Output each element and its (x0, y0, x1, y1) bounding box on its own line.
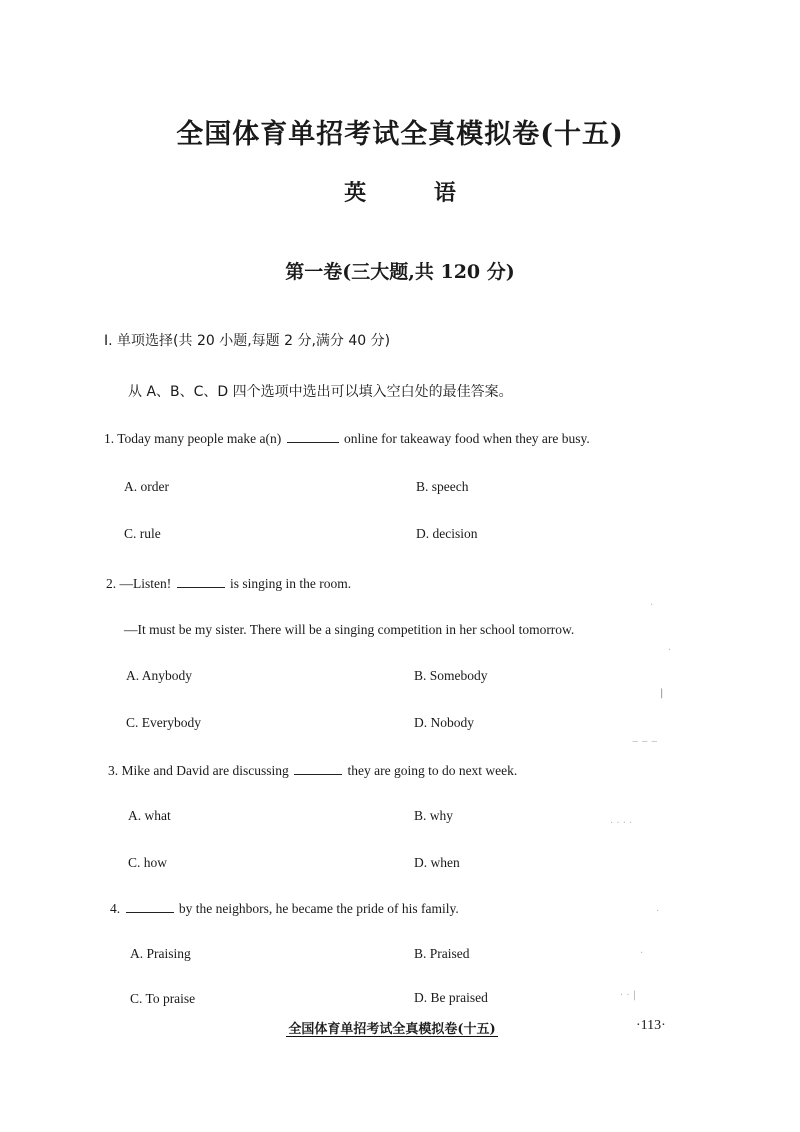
answer-blank (126, 900, 174, 913)
option-2c: C. Everybody (126, 715, 201, 730)
option-4a: A. Praising (130, 946, 191, 961)
option-1c: C. rule (124, 526, 161, 541)
option-2a: A. Anybody (126, 668, 193, 683)
option-3a: A. what (128, 808, 171, 823)
question-2-reply: —It must be my sister. There will be a singing competition in her school tomorrow. (124, 622, 575, 637)
scan-smudge: | (660, 688, 664, 699)
question-text: they are going to do next week. (347, 763, 518, 778)
question-text: online for takeaway food when they are busy. (344, 431, 590, 446)
option-3c: C. how (128, 855, 168, 870)
question-text: is singing in the room. (230, 576, 352, 591)
option-3b: B. why (414, 808, 454, 823)
option-2d: D. Nobody (414, 715, 474, 730)
footer-underline (286, 1036, 498, 1037)
question-text: 1. Today many people make a(n) (104, 431, 282, 446)
question-text: 2. —Listen! (106, 576, 172, 591)
scan-smudge: · · | (620, 990, 637, 1001)
footer-title: 全国体育单招考试全真模拟卷(十五) (288, 1022, 496, 1037)
exam-title: 全国体育单招考试全真模拟卷(十五) (176, 119, 624, 150)
answer-blank (287, 430, 339, 443)
question-text: 4. (110, 901, 121, 916)
option-1b: B. speech (416, 479, 469, 494)
question-text: by the neighbors, he became the pride of his family. (178, 901, 459, 916)
option-4c: C. To praise (130, 991, 196, 1006)
question-text: 3. Mike and David are discussing (108, 763, 289, 778)
answer-blank (177, 575, 225, 588)
scan-smudge: · (656, 906, 660, 917)
part-heading: 第一卷(三大题,共 120 分) (285, 261, 515, 283)
answer-blank (294, 762, 342, 775)
question-4 (110, 900, 459, 917)
scan-smudge: ‒ ‒ ‒ (632, 736, 658, 747)
page-number: ·113· (636, 1018, 666, 1033)
scan-smudge: · (650, 600, 654, 611)
scan-smudge: · (668, 645, 672, 656)
option-1d: D. decision (416, 526, 478, 541)
subject-title: 英 语 (344, 180, 486, 206)
option-4d: D. Be praised (414, 990, 488, 1005)
question-1 (104, 430, 590, 447)
option-4b: B. Praised (414, 946, 470, 961)
section-heading: Ⅰ. 单项选择(共 20 小题,每题 2 分,满分 40 分) (104, 333, 391, 349)
scan-smudge: · (640, 948, 644, 959)
option-1a: A. order (124, 479, 169, 494)
question-3 (108, 762, 517, 779)
option-3d: D. when (414, 855, 460, 870)
scan-smudge: · · · · (610, 818, 633, 829)
question-2 (106, 575, 351, 592)
option-2b: B. Somebody (414, 668, 488, 683)
section-instruction: 从 A、B、C、D 四个选项中选出可以填入空白处的最佳答案。 (128, 384, 513, 400)
